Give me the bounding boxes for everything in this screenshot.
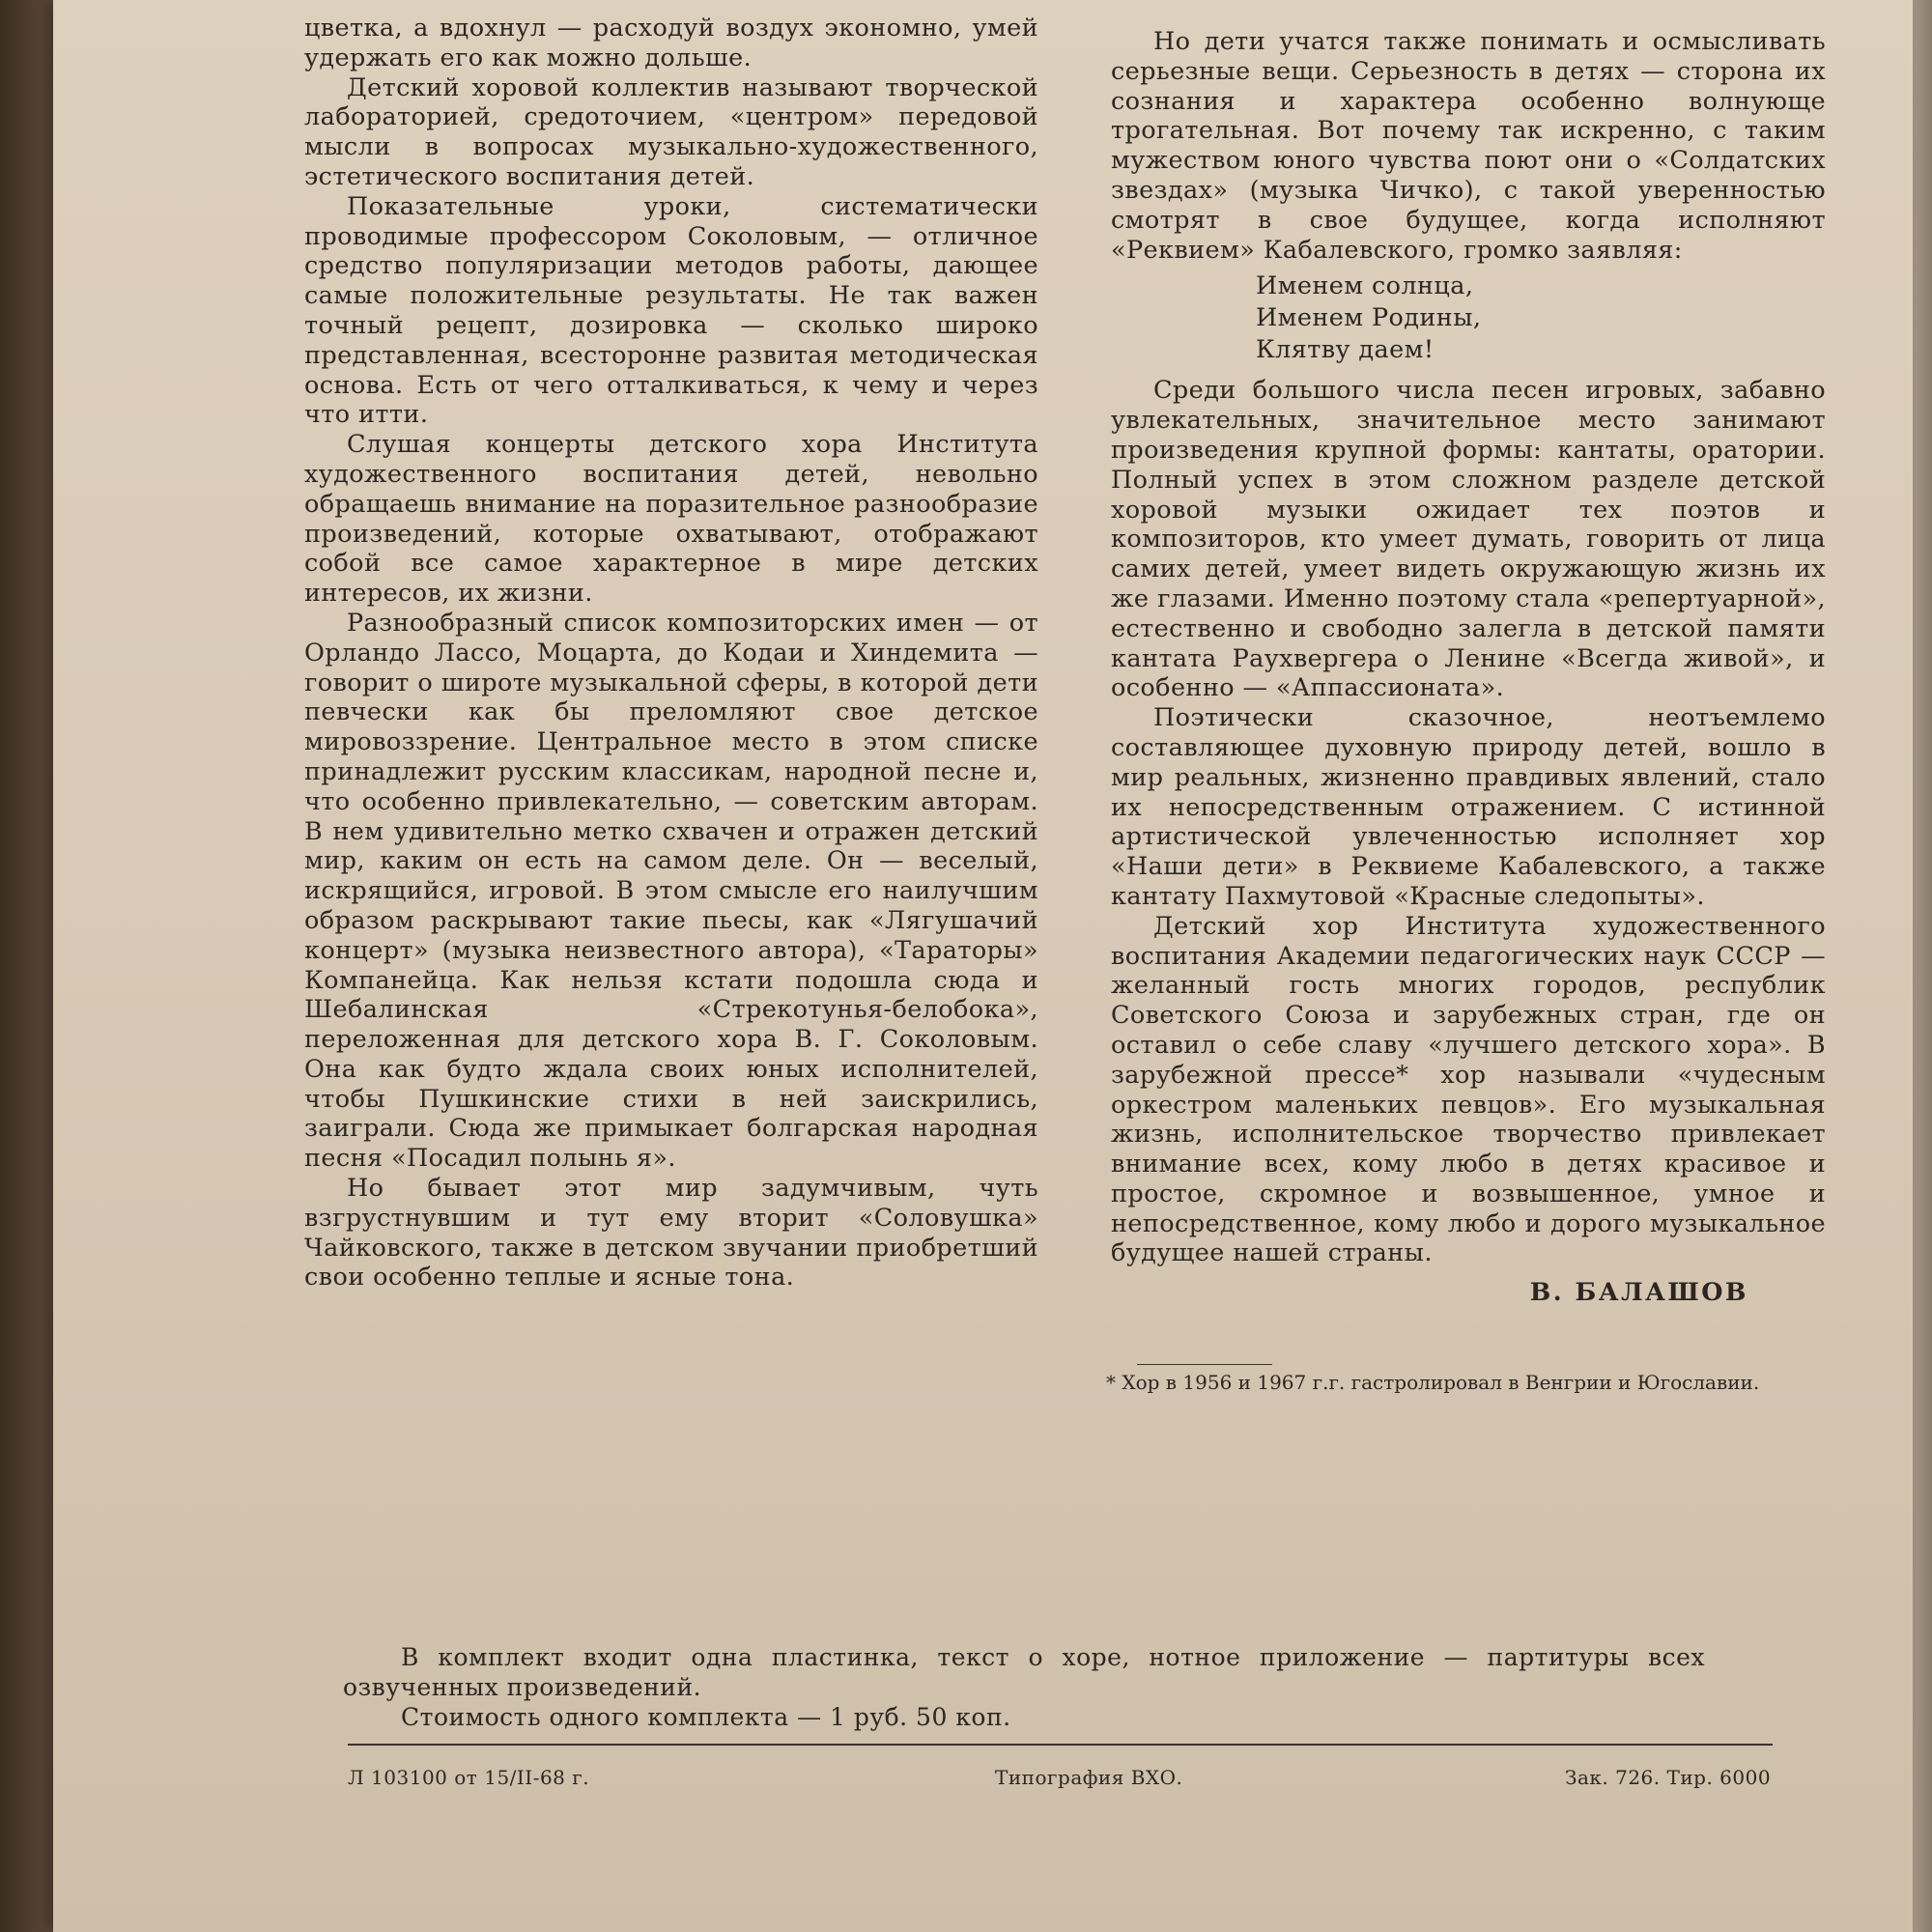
kit-price: Стоимость одного комплекта — 1 руб. 50 коп. xyxy=(401,1703,1011,1731)
imprint-rule xyxy=(348,1744,1773,1746)
paragraph: Но бывает этот мир задумчивым, чуть взгрустнувшим и тут ему вторит «Соловушка» Чайковского, также в детском звучании приобретший свои особенно теплые и ясные тона. xyxy=(304,1174,1038,1293)
paragraph: Детский хор Института художественного воспитания Академии педагогических наук СССР — желанный гость многих городов, республик Советского Союза и зарубежных стран, где он оставил о себе славу «лучшего детского хора». В зарубежной прессе* хор называли «чудесным оркестром маленьких певцов». Его музыкальная жизнь, исполнительское творчество привлекает внимание всех, кому любо в детях красивое и простое, скромное и возвышенное, умное и непосредственное, кому любо и дорого музыкальное будущее нашей страны. xyxy=(1111,911,1826,1268)
left-column xyxy=(304,14,1038,1293)
paragraph: Среди большого числа песен игровых, забавно увлекательных, значительное место занимают произведения крупной формы: кантаты, оратории. Полный успех в этом сложном разделе детской хоровой музыки ожидает тех поэтов и композиторов, кто умеет думать, говорить от лица самих детей, умеет видеть окружающую жизнь их же глазами. Именно поэтому стала «репертуарной», естественно и свободно залегла в детской памяти кантата Раухвергера о Ленине «Всегда живой», и особенно — «Аппассионата». xyxy=(1111,376,1826,703)
kit-contents: В комплект входит одна пластинка, текст о хоре, нотное приложение — партитуры всех озвученных произведений. xyxy=(343,1643,1705,1701)
imprint-printer: Типография ВХО. xyxy=(995,1766,1183,1789)
imprint-license: Л 103100 от 15/II-68 г. xyxy=(348,1766,590,1789)
footnote: * Хор в 1956 и 1967 г.г. гастролировал в Венгрии и Югославии. xyxy=(1106,1371,1760,1394)
paragraph-continued: цветка, а вдохнул — расходуй воздух экономно, умей удержать его как можно дольше. xyxy=(304,14,1038,72)
poem-line: Именем солнца, xyxy=(1256,271,1474,301)
kit-note xyxy=(343,1642,1705,1732)
author-signature: В. БАЛАШОВ xyxy=(1529,1278,1748,1308)
paragraph: Но дети учатся также понимать и осмысливать серьезные вещи. Серьезность в детях — сторона их сознания и характера особенно волнующе трогательная. Вот почему так искренно, с таким мужеством юного чувства поют они о «Солдатских звездах» (музыка Чичко), с такой уверенностью смотрят в свое будущее, когда исполняют «Реквием» Кабалевского, громко заявляя: xyxy=(1111,27,1826,265)
poem-line: Клятву даем! xyxy=(1256,335,1435,365)
printed-page xyxy=(53,0,1913,1932)
paragraph: Разнообразный список композиторских имен — от Орландо Лассо, Моцарта, до Кодаи и Хиндемита — говорит о широте музыкальной сферы, в которой дети певчески как бы преломляют свое детское мировоззрение. Центральное место в этом списке принадлежит русским классикам, народной песне и, что особенно привлекательно, — советским авторам. В нем удивительно метко схвачен и отражен детский мир, каким он есть на самом деле. Он — веселый, искрящийся, игровой. В этом смысле его наилучшим образом раскрывают такие пьесы, как «Лягушачий концерт» (музыка неизвестного автора), «Тараторы» Компанейца. Как нельзя кстати подошла сюда и Шебалинская «Стрекотунья-белобока», переложенная для детского хора В. Г. Соколовым. Она как будто ждала своих юных исполнителей, чтобы Пушкинские стихи в ней заискрились, заиграли. Сюда же примыкает болгарская народная песня «Посадил полынь я». xyxy=(304,608,1038,1174)
poem-line: Именем Родины, xyxy=(1256,303,1482,333)
paragraph: Детский хоровой коллектив называют творческой лабораторией, средоточием, «центром» передовой мысли в вопросах музыкально-художественного, эстетического воспитания детей. xyxy=(304,72,1038,191)
footnote-rule xyxy=(1137,1364,1272,1365)
paragraph: Слушая концерты детского хора Института художественного воспитания детей, невольно обращаешь внимание на поразительное разнообразие произведений, которые охватывают, отображают собой все самое характерное в мире детских интересов, их жизни. xyxy=(304,430,1038,609)
imprint-order: Зак. 726. Тир. 6000 xyxy=(1565,1766,1772,1789)
paragraph: Показательные уроки, систематически проводимые профессором Соколовым, — отличное средство популяризации методов работы, дающее самые положительные результаты. Не так важен точный рецепт, дозировка — сколько широко представленная, всесторонне развитая методическая основа. Есть от чего отталкиваться, к чему и через что итти. xyxy=(304,191,1038,430)
paragraph: Поэтически сказочное, неотъемлемо составляющее духовную природу детей, вошло в мир реальных, жизненно правдивых явлений, стало их непосредственным отражением. С истинной артистической увлеченностью исполняет хор «Наши дети» в Реквиеме Кабалевского, а также кантату Пахмутовой «Красные следопыты». xyxy=(1111,703,1826,911)
right-column xyxy=(1111,27,1826,1308)
poem-quote xyxy=(1256,270,1826,366)
